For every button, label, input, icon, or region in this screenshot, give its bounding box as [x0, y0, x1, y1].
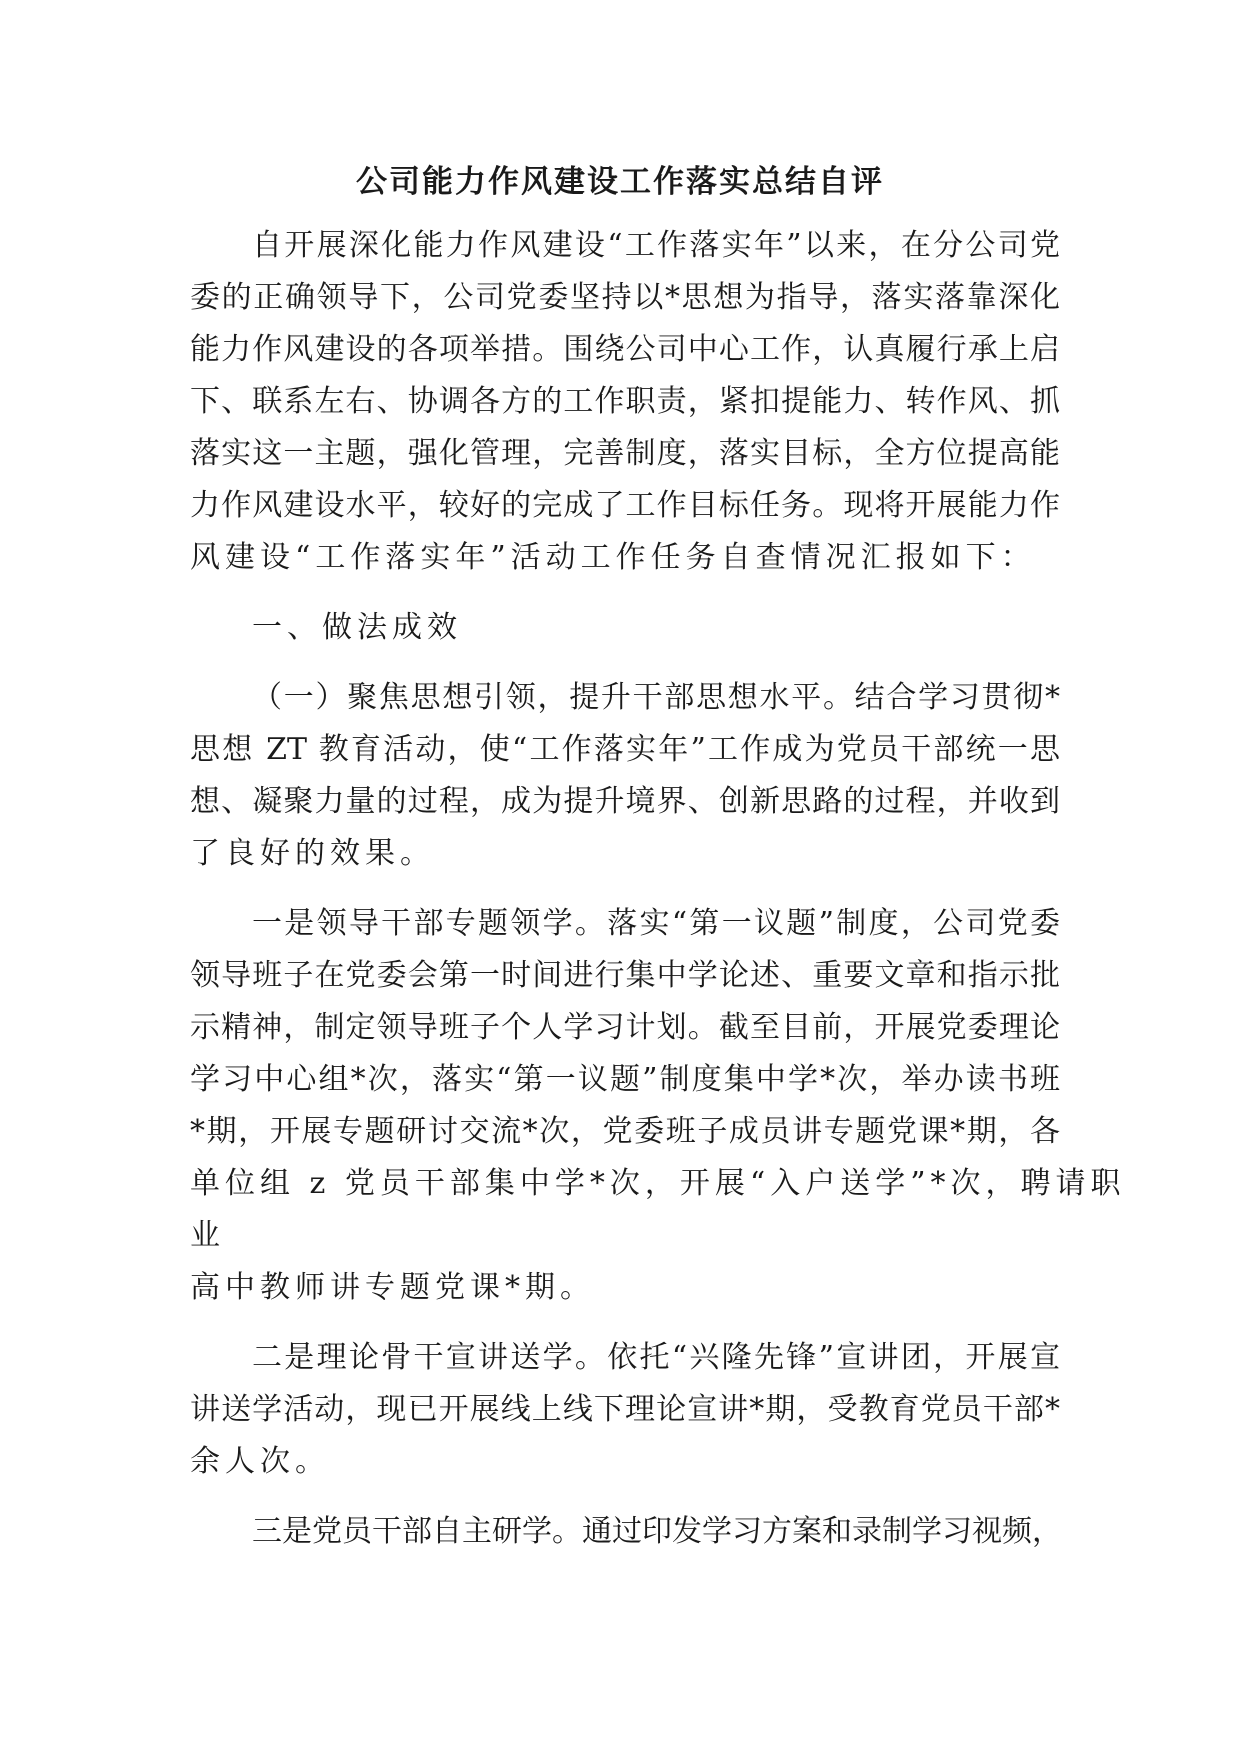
text-line: 一是领导干部专题领学。落实“第一议题”制度，公司党委: [252, 906, 1060, 941]
section-heading: [190, 602, 1060, 654]
paragraph-point-3: [190, 1506, 1060, 1558]
text-line: 余人次。: [190, 1444, 330, 1479]
text-line: 领导班子在党委会第一时间进行集中学论述、重要文章和指示批: [190, 958, 1060, 993]
text-line: 三是党员干部自主研学。通过印发学习方案和录制学习视频，: [252, 1514, 1062, 1549]
paragraph-subsection-1: [190, 672, 1060, 880]
text-line: 落实这一主题，强化管理，完善制度，落实目标，全方位提高能: [190, 436, 1060, 471]
text-line: 能力作风建设的各项举措。围绕公司中心工作，认真履行承上启: [190, 332, 1060, 367]
text-line: 学习中心组*次，落实“第一议题”制度集中学*次，举办读书班: [190, 1062, 1060, 1097]
paragraph-point-2: [190, 1332, 1060, 1488]
text-line: 示精神，制定领导班子个人学习计划。截至目前，开展党委理论: [190, 1010, 1060, 1045]
text-line: 二是理论骨干宣讲送学。依托“兴隆先锋”宣讲团，开展宣: [252, 1340, 1060, 1375]
text-line: 了良好的效果。: [190, 836, 435, 871]
text-line: 讲送学活动，现已开展线上线下理论宣讲*期，受教育党员干部*: [190, 1392, 1060, 1427]
document-title: 公司能力作风建设工作落实总结自评: [356, 164, 884, 200]
text-line: （一）聚焦思想引领，提升干部思想水平。结合学习贯彻*: [252, 680, 1060, 715]
text-line: 自开展深化能力作风建设“工作落实年”以来，在分公司党: [252, 228, 1060, 263]
text-line: 一、做法成效: [252, 610, 462, 645]
text-line: 业: [190, 1218, 225, 1253]
text-line: 高中教师讲专题党课*期。: [190, 1270, 595, 1305]
paragraph-point-1: [190, 898, 1126, 1314]
text-line: 委的正确领导下，公司党委坚持以*思想为指导，落实落靠深化: [190, 280, 1060, 315]
paragraph-intro: [190, 220, 1060, 584]
text-line: 下、联系左右、协调各方的工作职责，紧扣提能力、转作风、抓: [190, 384, 1060, 419]
text-line: 单位组 z 党员干部集中学*次，开展“入户送学”*次，聘请职: [190, 1166, 1126, 1201]
text-line: 想、凝聚力量的过程，成为提升境界、创新思路的过程，并收到: [190, 784, 1060, 819]
text-line: *期，开展专题研讨交流*次，党委班子成员讲专题党课*期，各: [190, 1114, 1060, 1149]
text-line: 风建设“工作落实年”活动工作任务自查情况汇报如下：: [190, 540, 1036, 575]
text-line: 思想 ZT 教育活动，使“工作落实年”工作成为党员干部统一思: [190, 732, 1060, 767]
text-line: 力作风建设水平，较好的完成了工作目标任务。现将开展能力作: [190, 488, 1060, 523]
document-body: [190, 220, 1126, 1558]
